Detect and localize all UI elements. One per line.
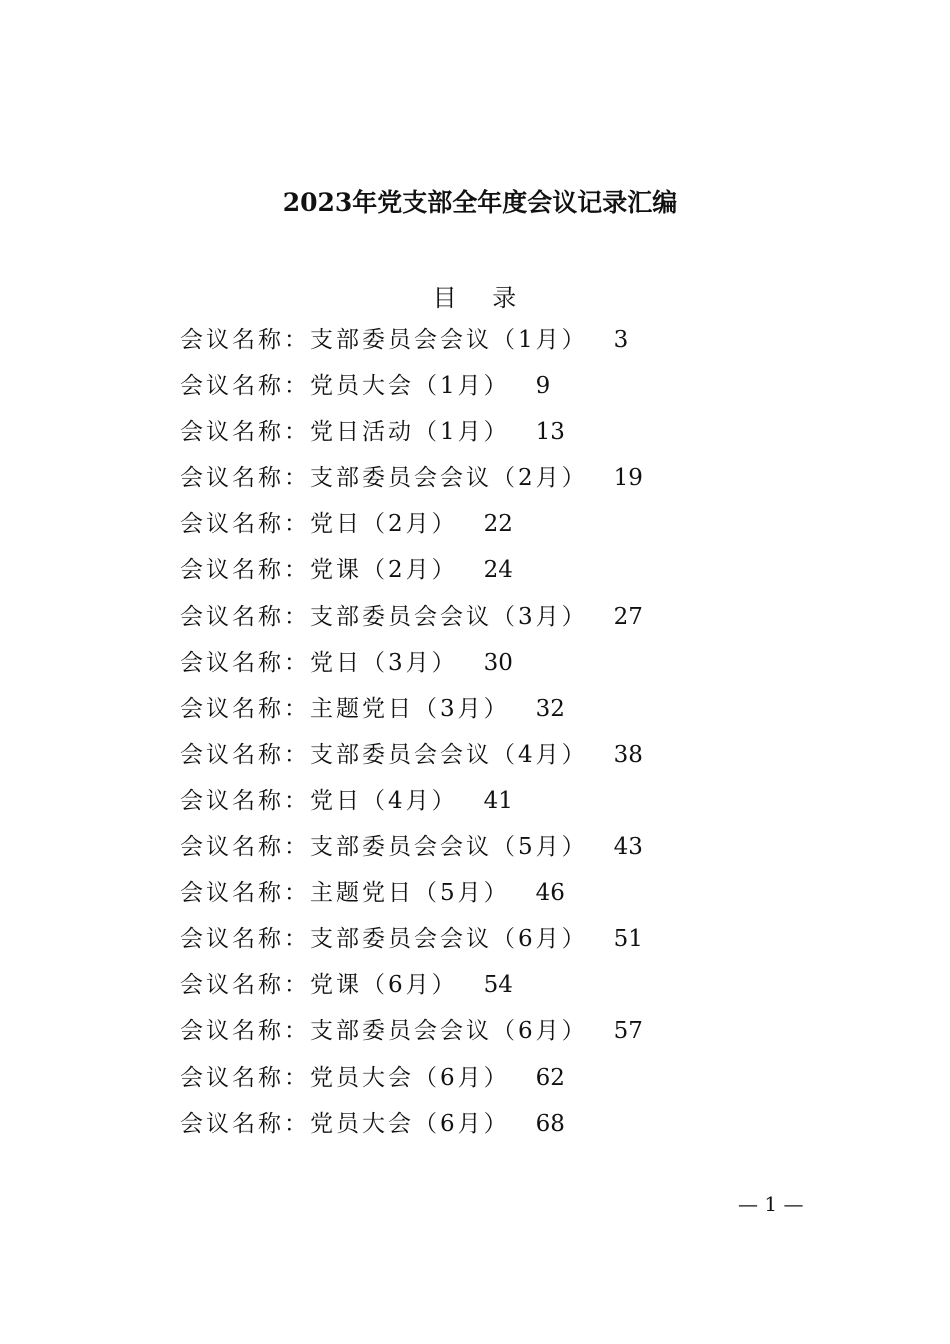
toc-entry-label: 会议名称：党日活动（1月） <box>180 419 510 446</box>
toc-entry-label: 会议名称：党课（6月） <box>180 972 458 999</box>
toc-entry-label: 会议名称：支部委员会会议（6月） <box>180 926 588 953</box>
toc-entry[interactable] <box>180 873 800 919</box>
document-title: 2023年党支部全年度会议记录汇编 <box>282 188 678 217</box>
toc-entry-label: 会议名称：党员大会（1月） <box>180 373 510 400</box>
toc-entry-label: 会议名称：党日（4月） <box>180 787 458 814</box>
toc-entry[interactable] <box>180 919 800 965</box>
toc-entry-label: 会议名称：支部委员会会议（6月） <box>180 1018 588 1045</box>
toc-entry[interactable] <box>180 320 800 366</box>
toc-entry-page: 51 <box>613 926 643 953</box>
toc-entry-label: 会议名称：主题党日（5月） <box>180 880 510 907</box>
page-number: — 1 — <box>738 1192 804 1216</box>
toc-heading: 目 录 <box>432 284 531 312</box>
table-of-contents <box>180 320 800 1150</box>
toc-entry-label: 会议名称：党日（2月） <box>180 511 458 538</box>
toc-entry-page: 13 <box>535 419 565 446</box>
toc-entry[interactable] <box>180 412 800 458</box>
toc-entry-page: 43 <box>613 834 643 861</box>
toc-entry[interactable] <box>180 597 800 643</box>
toc-entry-page: 9 <box>535 373 551 400</box>
toc-entry[interactable] <box>180 965 800 1011</box>
toc-entry[interactable] <box>180 366 800 412</box>
toc-entry-label: 会议名称：支部委员会会议（5月） <box>180 834 588 861</box>
toc-entry-page: 24 <box>483 557 513 584</box>
toc-entry-page: 68 <box>535 1110 565 1137</box>
toc-entry-page: 46 <box>535 880 565 907</box>
toc-entry-label: 会议名称：主题党日（3月） <box>180 695 510 722</box>
toc-entry[interactable] <box>180 781 800 827</box>
toc-entry-page: 41 <box>483 787 513 814</box>
toc-entry-page: 57 <box>613 1018 643 1045</box>
toc-entry[interactable] <box>180 735 800 781</box>
toc-entry[interactable] <box>180 689 800 735</box>
toc-entry-page: 30 <box>483 649 513 676</box>
toc-entry[interactable] <box>180 1011 800 1057</box>
toc-entry-label: 会议名称：党日（3月） <box>180 649 458 676</box>
toc-entry[interactable] <box>180 1104 800 1150</box>
toc-entry-label: 会议名称：支部委员会会议（2月） <box>180 465 588 492</box>
toc-entry[interactable] <box>180 550 800 596</box>
toc-entry-label: 会议名称：党课（2月） <box>180 557 458 584</box>
toc-entry-label: 会议名称：支部委员会会议（4月） <box>180 741 588 768</box>
toc-entry[interactable] <box>180 1058 800 1104</box>
toc-entry[interactable] <box>180 504 800 550</box>
toc-entry[interactable] <box>180 458 800 504</box>
toc-entry-page: 22 <box>483 511 513 538</box>
toc-entry-page: 62 <box>535 1064 565 1091</box>
toc-entry[interactable] <box>180 827 800 873</box>
toc-entry-page: 27 <box>613 603 643 630</box>
toc-entry-label: 会议名称：支部委员会会议（1月） <box>180 327 588 353</box>
toc-entry-page: 19 <box>613 465 643 492</box>
toc-entry[interactable] <box>180 643 800 689</box>
toc-entry-label: 会议名称：党员大会（6月） <box>180 1064 510 1091</box>
toc-entry-page: 38 <box>613 741 643 768</box>
toc-entry-page: 54 <box>483 972 513 999</box>
toc-entry-page: 32 <box>535 695 565 722</box>
toc-entry-page: 3 <box>613 327 629 353</box>
toc-entry-label: 会议名称：支部委员会会议（3月） <box>180 603 588 630</box>
toc-entry-label: 会议名称：党员大会（6月） <box>180 1110 510 1137</box>
